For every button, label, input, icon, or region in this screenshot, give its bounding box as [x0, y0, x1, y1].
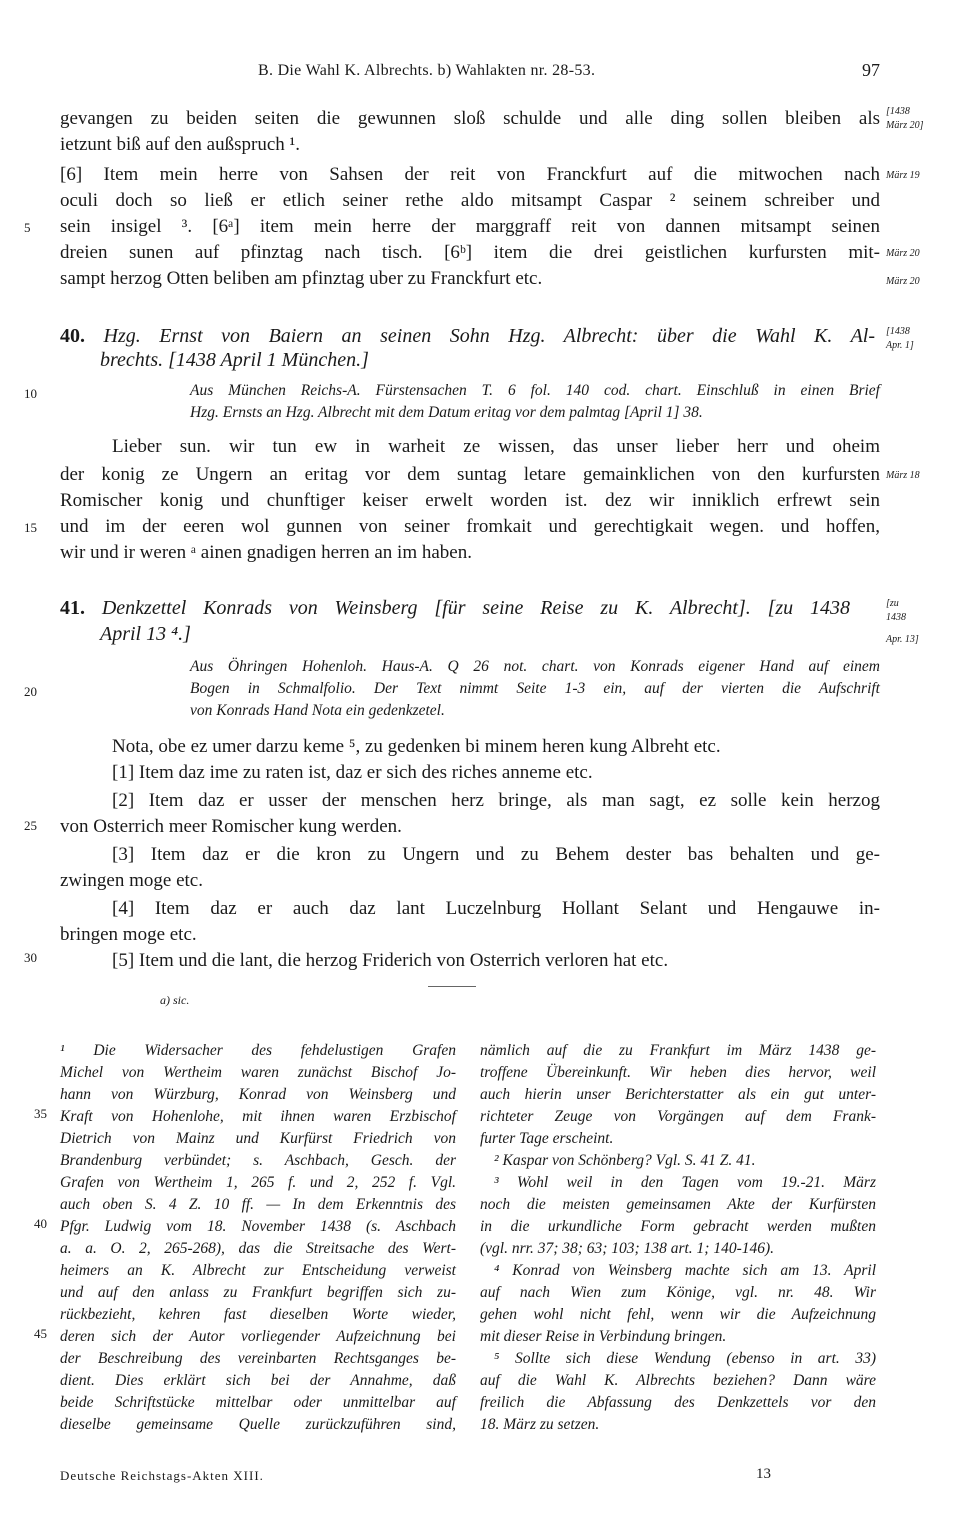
textual-note: a) sic. — [160, 993, 190, 1007]
series-footer: Deutsche Reichstags-Akten XIII. — [60, 1468, 264, 1483]
footnote-line: ¹ Die Widersacher des fehdelustigen Grafen — [60, 1042, 456, 1059]
line-number: 15 — [24, 520, 37, 535]
margin-date: März 20 — [886, 248, 920, 259]
footnote-line: auch hierin unser Berichterstatter als ein gut unter- — [480, 1086, 876, 1103]
text-line: oculi doch so ließ er etlich seiner rethe aldo mitsampt Caspar ² seinem schreiber und — [60, 190, 880, 211]
text-line: [6] Item mein herre von Sahsen der reit von Franckfurt auf die mitwochen nach — [60, 164, 880, 185]
text-line: [5] Item und die lant, die herzog Friderich von Osterrich verloren hat etc. — [112, 950, 669, 971]
footnote-line: Michel von Wertheim waren zunächst Bischof Jo- — [60, 1064, 456, 1081]
page-number: 97 — [862, 60, 880, 80]
footnote-line: nämlich auf die zu Frankfurt im März 1438 ge- — [480, 1042, 876, 1059]
doc40-source: Aus München Reichs-A. Fürstensachen T. 6 fol. 140 cod. chart. Einschluß in einen Brief — [190, 382, 880, 399]
footnote-line: ⁵ Sollte sich diese Wendung (ebenso in art. 33) — [494, 1350, 876, 1367]
footnote-line: beide Schriftstücke mittelbar oder unmittelbar auf — [60, 1394, 456, 1411]
text-line: der konig ze Ungern an eritag vor dem suntag letare gemainklichen von den kurfursten — [60, 464, 880, 485]
margin-date: Apr. 13] — [886, 634, 919, 645]
line-number: 30 — [24, 950, 37, 965]
text-line: [2] Item daz er usser der menschen herz bringe, als man sagt, ez solle kein herzog — [112, 790, 880, 811]
line-number: 45 — [34, 1326, 47, 1341]
footnote-line: Dietrich von Mainz und Kurfürst Friedrich von — [60, 1130, 456, 1147]
margin-date: März 18 — [886, 470, 920, 481]
margin-date: Apr. 1] — [886, 340, 914, 351]
doc41-source: Aus Öhringen Hohenloh. Haus-A. Q 26 not. chart. von Konrads eigener Hand auf einem — [190, 658, 880, 675]
footnote-line: ² Kaspar von Schönberg? Vgl. S. 41 Z. 41. — [494, 1152, 756, 1169]
line-number: 20 — [24, 684, 37, 699]
line-number: 5 — [24, 220, 31, 235]
text-line: von Osterrich meer Romischer kung werden. — [60, 816, 402, 837]
margin-date: 1438 — [886, 612, 906, 623]
line-number: 25 — [24, 818, 37, 833]
footnote-line: gehen wohl nicht fehl, wenn wir die Aufzeichnung — [480, 1306, 876, 1323]
footnote-line: auf die Wahl K. Albrechts beziehen? Dann wäre — [480, 1372, 876, 1389]
doc41-heading — [60, 594, 850, 622]
margin-date: [1438 — [886, 106, 910, 117]
sheet-signature: 13 — [756, 1466, 771, 1482]
footnote-line: ⁴ Konrad von Weinsberg machte sich am 13. April — [494, 1262, 876, 1279]
footnote-line: und auf den anlass zu Frankfurt begriffen sich zu- — [60, 1284, 456, 1301]
footnote-line: Kraft von Hohenlohe, mit ihnen waren Erzbischof — [60, 1108, 456, 1125]
text-line: bringen moge etc. — [60, 924, 197, 945]
text-line: und im der eeren wol gunnen von seiner fromkait und gerechtigkait wegen. und hoffen, — [60, 516, 880, 537]
footnote-line: Grafen von Wertheim 1, 265 f. und 2, 252 f. Vgl. — [60, 1174, 456, 1191]
margin-date: März 20] — [886, 120, 924, 131]
footnote-line: Pfgr. Ludwig vom 18. November 1438 (s. Aschbach — [60, 1218, 456, 1235]
text-line: zwingen moge etc. — [60, 870, 203, 891]
footnotes-right-column — [480, 1040, 876, 1436]
footnote-line: ³ Wohl weil in den Tagen vom 19.-21. März — [494, 1174, 876, 1191]
footnote-line: freilich die Abfassung des Denkzettels vor den — [480, 1394, 876, 1411]
doc41-number: 41. — [60, 597, 85, 619]
footnote-line: hann von Würzburg, Konrad von Weinsberg und — [60, 1086, 456, 1103]
text-line: ietzunt biß auf den außspruch ¹. — [60, 134, 300, 155]
footnote-line: troffene Übereinkunft. Wir heben dies hervor, weil — [480, 1064, 876, 1081]
text-line: Lieber sun. wir tun ew in warheit ze wissen, das unser lieber herr und oheim — [112, 436, 880, 457]
doc40-title: Hzg. Ernst von Baiern an seinen Sohn Hzg. Albrecht: über die Wahl K. Al- — [103, 325, 876, 347]
footnote-line: 18. März zu setzen. — [480, 1416, 600, 1433]
text-line: sampt herzog Otten beliben am pfinztag uber zu Franckfurt etc. — [60, 268, 543, 289]
footnote-line: mit dieser Reise in Verbindung bringen. — [480, 1328, 727, 1345]
doc41-title: Denkzettel Konrads von Weinsberg [für seine Reise zu K. Albrecht]. [zu 1438 — [101, 597, 850, 619]
footnote-line: richteter Zeuge von Vorgängen auf dem Frank- — [480, 1108, 876, 1125]
footnote-line: rückbezieht, kehren fast dieselben Worte wieder, — [60, 1306, 456, 1323]
text-line: Romischer konig und chunftiger keiser erwelt worden ist. dez wir inniklich erfrewt sein — [60, 490, 880, 511]
doc41-source: Bogen in Schmalfolio. Der Text nimmt Seite 1-3 ein, auf der vierten die Aufschrift — [190, 680, 880, 697]
footnote-line: Brandenburg verbündet; s. Aschbach, Gesch. der — [60, 1152, 456, 1169]
footnote-line: a. a. O. 2, 265-268), das die Streitsache des Wert- — [60, 1240, 456, 1257]
running-header — [0, 62, 960, 86]
apparatus-rule — [428, 986, 476, 987]
footnote-line: furter Tage erscheint. — [480, 1130, 614, 1147]
text-line: [3] Item daz er die kron zu Ungern und zu Behem dester bas behalten und ge- — [112, 844, 880, 865]
line-number: 40 — [34, 1216, 47, 1231]
footnote-line: deren sich der Autor vorliegender Aufzeichnung bei — [60, 1328, 456, 1345]
doc41-source: von Konrads Hand Nota ein gedenkzetel. — [190, 702, 445, 719]
doc41-title-cont: April 13 ⁴.] — [100, 623, 191, 645]
footnotes-left-column — [60, 1040, 456, 1436]
text-line: sein insigel ³. [6ᵃ] item mein herre der marggraff reit von dannen mitsampt seinen — [60, 216, 880, 237]
footnote-line: auch oben S. 4 Z. 10 ff. — In dem Erkenntnis des — [60, 1196, 456, 1213]
line-number: 35 — [34, 1106, 47, 1121]
footnote-line: der Beschreibung des vereinbarten Rechtsganges be- — [60, 1350, 456, 1367]
margin-date: März 20 — [886, 276, 920, 287]
doc40-title-cont: brechts. [1438 April 1 München.] — [100, 349, 369, 371]
footnote-line: in die urkundliche Form gebracht werden mußten — [480, 1218, 876, 1235]
footnote-line: (vgl. nrr. 37; 38; 63; 103; 138 art. 1; 140-146). — [480, 1240, 775, 1257]
text-line: dreien sunen auf pfinztag nach tisch. [6ᵇ] item die drei geistlichen kurfursten mit- — [60, 242, 880, 263]
text-line: [1] Item daz ime zu raten ist, daz er sich des riches anneme etc. — [112, 762, 593, 783]
text-line: gevangen zu beiden seiten die gewunnen sloß schulde und alle ding sollen bleiben als — [60, 108, 880, 129]
footnote-line: dieselbe gemeinsame Quelle zurückzuführen sind, — [60, 1416, 456, 1433]
margin-date: März 19 — [886, 170, 920, 181]
doc40-number: 40. — [60, 325, 85, 347]
text-line: Nota, obe ez umer darzu keme ⁵, zu gedenken bi minem heren kung Albreht etc. — [112, 736, 721, 757]
footnote-line: noch die meisten gemeinsamen Akte der Kurfürsten — [480, 1196, 876, 1213]
doc40-source: Hzg. Ernsts an Hzg. Albrecht mit dem Datum eritag vor dem palmtag [April 1] 38. — [190, 404, 703, 421]
text-line: [4] Item daz er auch daz lant Luczelnburg Hollant Selant und Hengauwe in- — [112, 898, 880, 919]
margin-date: [zu — [886, 598, 899, 609]
running-title: B. Die Wahl K. Albrechts. b) Wahlakten nr. 28-53. — [258, 62, 596, 79]
footnote-line: heimers an K. Albrecht zur Entscheidung verweist — [60, 1262, 456, 1279]
line-number: 10 — [24, 386, 37, 401]
text-line: wir und ir weren ᵃ ainen gnadigen herren an im haben. — [60, 542, 472, 563]
footnote-line: dient. Dies erklärt sich bei der Annahme, daß — [60, 1372, 456, 1389]
margin-date: [1438 — [886, 326, 910, 337]
footnote-line: auf nach Wien zum Könige, vgl. nr. 48. Wir — [480, 1284, 876, 1301]
